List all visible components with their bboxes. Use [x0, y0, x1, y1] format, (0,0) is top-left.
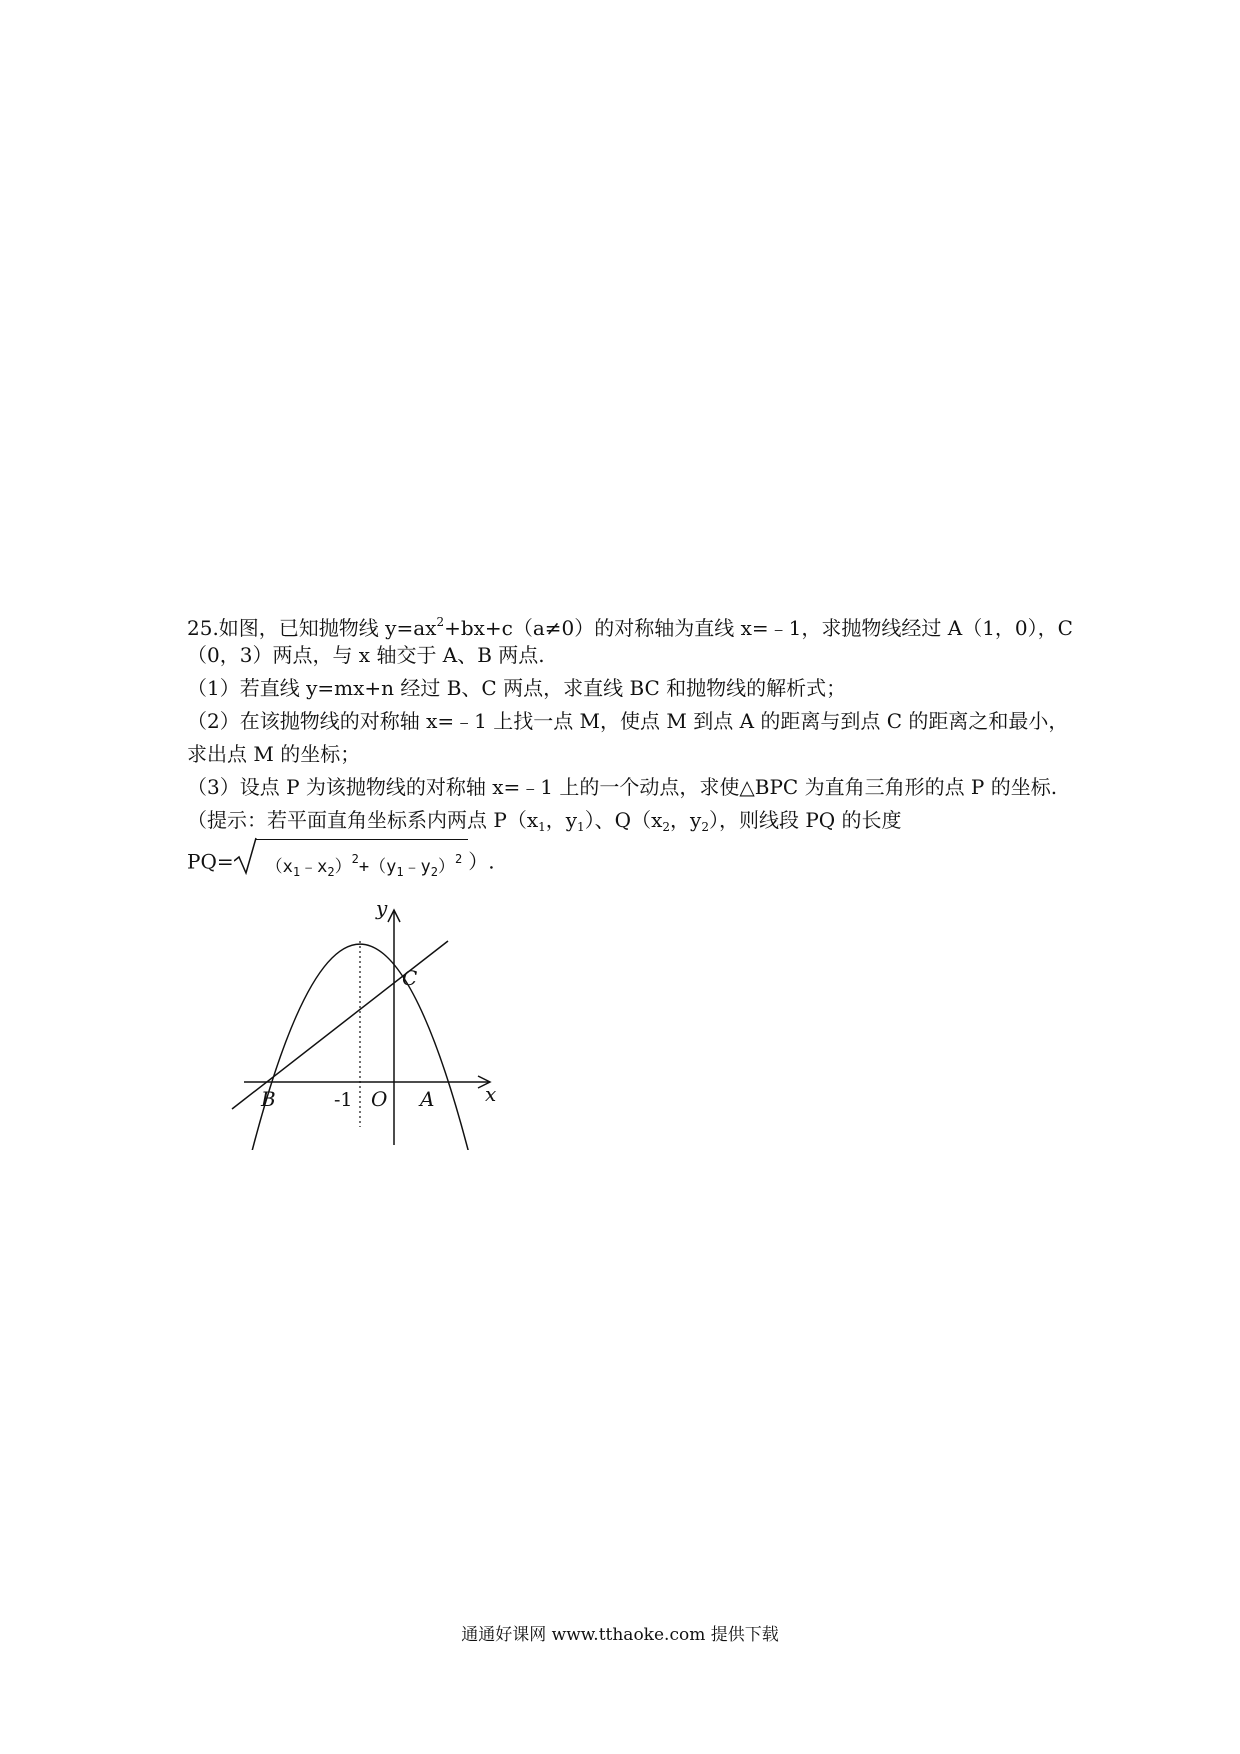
statement-text: 25.如图，已知抛物线 y=ax: [187, 616, 437, 640]
radicand-text: ）: [438, 857, 456, 877]
label-a: A: [420, 1087, 435, 1111]
subscript: 1: [396, 865, 404, 879]
subscript: 1: [292, 865, 301, 879]
hint-text: ，y: [545, 808, 578, 832]
subscript: 1: [577, 820, 585, 834]
hint-text: （提示：若平面直角坐标系内两点 P（x: [187, 808, 539, 832]
hint-line: [187, 804, 1097, 837]
question-2-line-2: 求出点 M 的坐标；: [187, 742, 361, 766]
parabola-figure: [228, 895, 503, 1150]
radicand: [256, 839, 469, 887]
hint-text: ）、Q（x: [584, 808, 663, 832]
exponent: 2: [351, 852, 359, 866]
formula-lhs: PQ=: [187, 849, 234, 874]
hint-text: ，y: [670, 808, 702, 832]
hint-text: ），则线段 PQ 的长度: [708, 808, 902, 832]
subscript: 2: [662, 820, 671, 834]
subscript: 1: [538, 820, 546, 834]
square-root: [234, 839, 469, 887]
formula-tail: ）.: [468, 849, 495, 874]
subscript: 2: [701, 820, 709, 834]
exponent: 2: [455, 852, 463, 866]
exponent: 2: [436, 615, 445, 629]
radicand-text: ）: [334, 857, 352, 877]
problem-statement-line-2: （0，3）两点，与 x 轴交于 A、B 两点.: [187, 643, 545, 667]
radicand-text: （x: [265, 857, 293, 877]
subscript: 2: [327, 865, 335, 879]
distance-formula: [187, 839, 1097, 883]
label-c: C: [402, 966, 418, 990]
problem-statement-line-1: [187, 606, 1097, 639]
radicand-text: ﹣y: [403, 857, 431, 877]
question-2-line-1: （2）在该抛物线的对称轴 x=﹣1 上找一点 M，使点 M 到点 A 的距离与到点 C 的距离之和最小，: [187, 709, 1069, 733]
label-neg1: -1: [334, 1089, 353, 1111]
radicand-text: ﹣x: [300, 857, 328, 877]
radical-sign-icon: [234, 837, 258, 875]
label-origin: O: [371, 1087, 388, 1111]
question-3: （3）设点 P 为该抛物线的对称轴 x=﹣1 上的一个动点，求使△BPC 为直角三角形的点 P 的坐标.: [187, 775, 1058, 799]
label-b: B: [261, 1087, 276, 1111]
statement-text: +bx+c（a≠0）的对称轴为直线 x=﹣1，求抛物线经过 A（1，0），C: [444, 616, 1073, 640]
label-y: y: [376, 896, 388, 920]
problem-25: [187, 606, 1097, 883]
page-footer: 通通好课网 www.tthaoke.com 提供下载: [461, 1625, 779, 1645]
subscript: 2: [430, 865, 439, 879]
question-1: （1）若直线 y=mx+n 经过 B、C 两点，求直线 BC 和抛物线的解析式；: [187, 676, 847, 700]
radicand-text: +（y: [358, 857, 397, 877]
label-x: x: [485, 1082, 497, 1106]
